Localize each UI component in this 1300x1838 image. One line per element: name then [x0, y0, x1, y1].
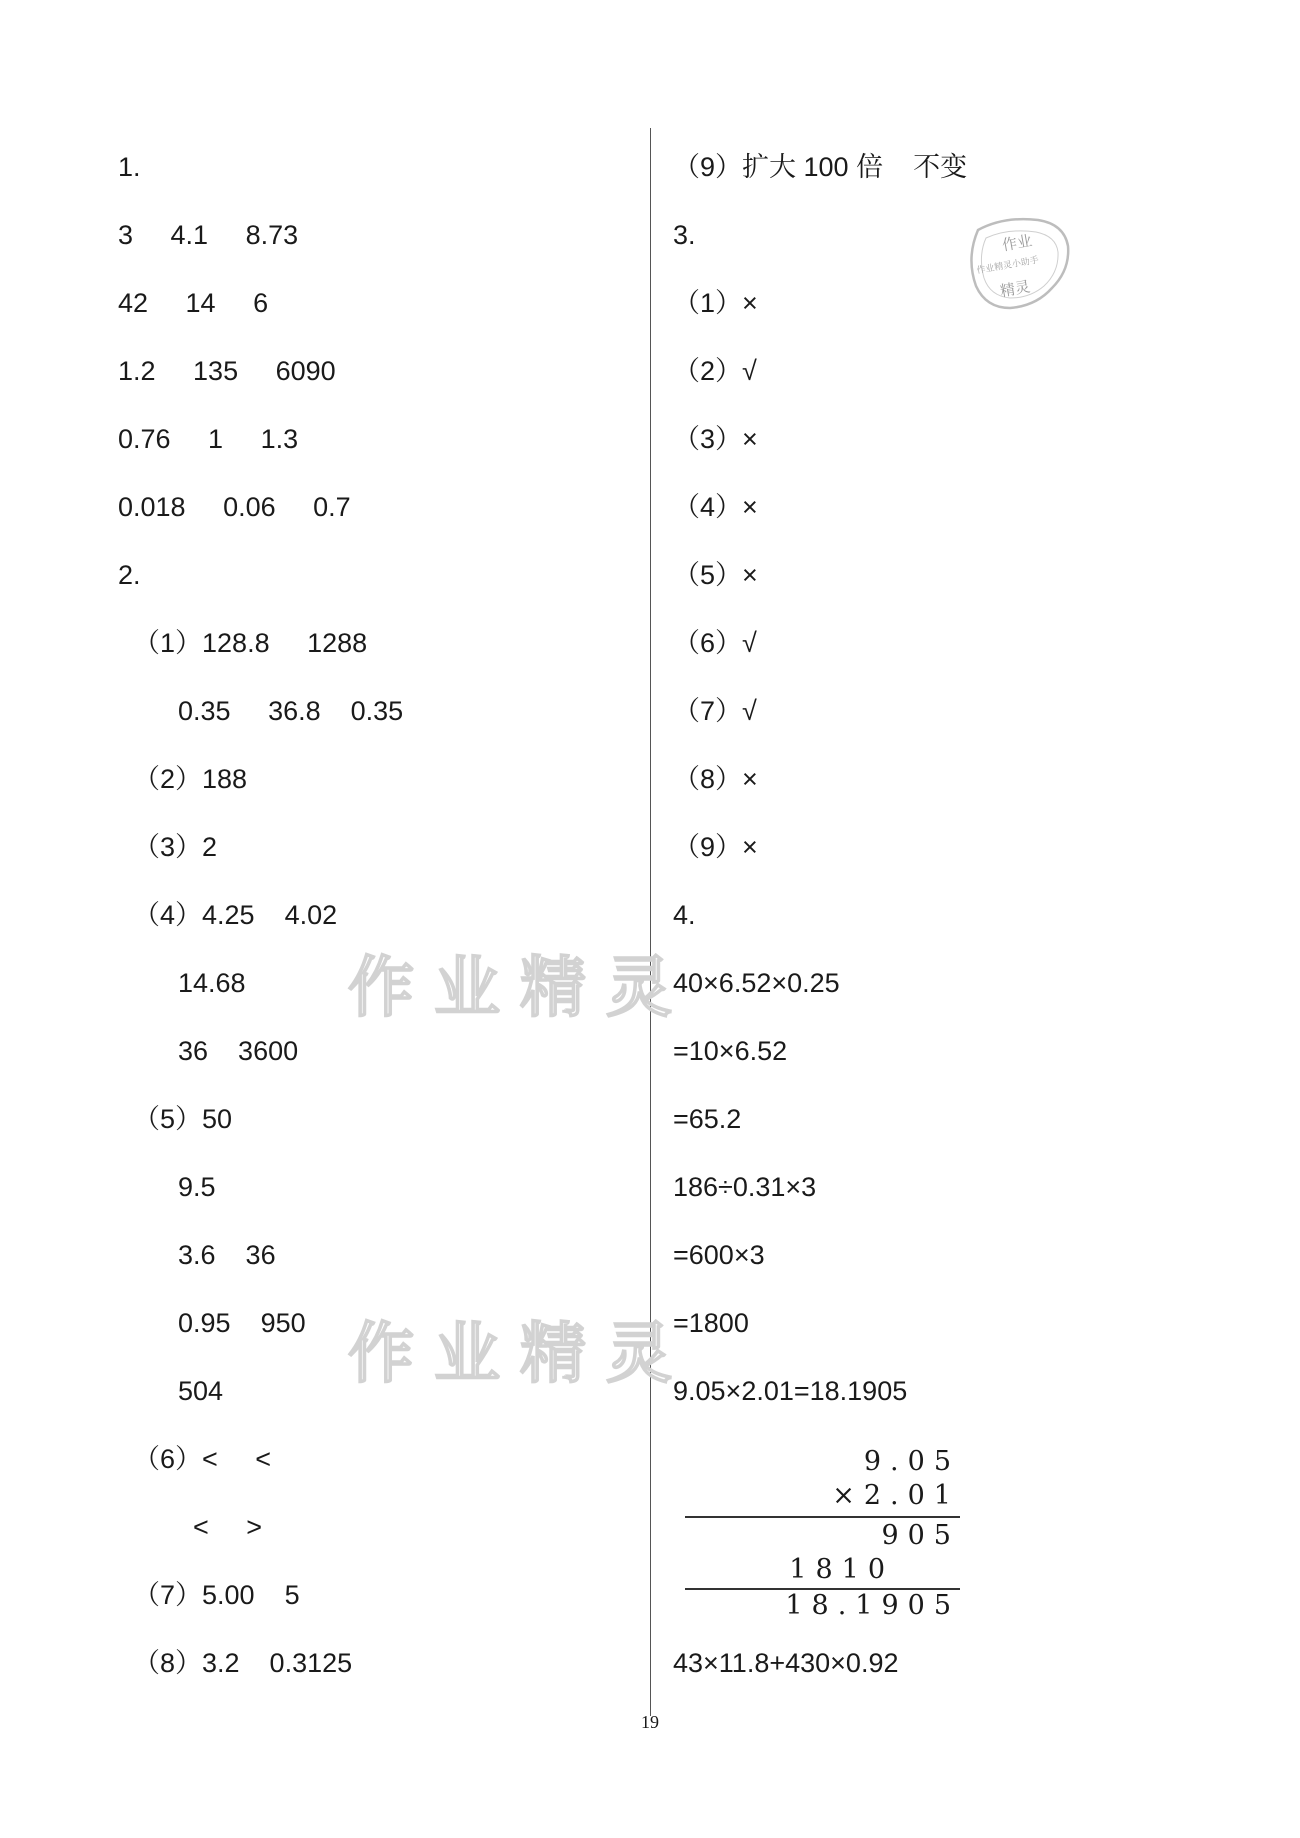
watermark-text: 作业精灵	[348, 949, 692, 1026]
answer-line: 3 4.1 8.73	[118, 220, 299, 250]
answer-line: 0.76 1 1.3	[118, 424, 299, 454]
answer-line: （9）扩大 100 倍 不变	[673, 152, 968, 182]
column-divider	[650, 128, 651, 1716]
answer-line: =1800	[673, 1308, 749, 1338]
vertical-multiplication	[685, 1446, 960, 1622]
answer-line: （1）×	[673, 288, 758, 318]
answer-line: 42 14 6	[118, 288, 269, 318]
calc-partial-1: 905	[881, 1520, 960, 1551]
calc-rule	[685, 1516, 960, 1518]
answer-line: 0.95 950	[118, 1308, 306, 1338]
answer-line: （3）×	[673, 424, 758, 454]
page-number: 19	[641, 1712, 659, 1732]
answer-line: 2.	[118, 560, 141, 590]
answer-line: =10×6.52	[673, 1036, 788, 1066]
calc-result: 18.1905	[785, 1590, 960, 1621]
answer-line: （4）4.25 4.02	[118, 900, 338, 930]
answer-line: 3.6 36	[118, 1240, 276, 1270]
calc-multiplier: ×2.01	[832, 1480, 960, 1511]
expression-line: 43×11.8+430×0.92	[673, 1648, 899, 1678]
answer-line: 9.05×2.01=18.1905	[673, 1376, 908, 1406]
answer-line: （7）√	[673, 696, 757, 726]
answer-line: 40×6.52×0.25	[673, 968, 840, 998]
answer-line: （5）×	[673, 560, 758, 590]
answer-line: =600×3	[673, 1240, 765, 1270]
answer-line: （5）50	[118, 1104, 233, 1134]
answer-line: 0.35 36.8 0.35	[118, 696, 404, 726]
calc-partial-2: 1810	[789, 1554, 894, 1585]
stamp-text-middle: 作业精灵小助手	[975, 255, 1040, 277]
answer-line: （8）3.2 0.3125	[118, 1648, 353, 1678]
stamp-text-bottom: 精灵	[998, 277, 1032, 301]
answer-line: 1.	[118, 152, 141, 182]
answer-line: （1）128.8 1288	[118, 628, 368, 658]
stamp-text-top: 作业	[1000, 231, 1034, 255]
answer-line: 1.2 135 6090	[118, 356, 336, 386]
answer-line: （9）×	[673, 832, 758, 862]
answer-line: （4）×	[673, 492, 758, 522]
answer-line: 504	[118, 1376, 224, 1406]
answer-line: （8）×	[673, 764, 758, 794]
answer-line: （6）√	[673, 628, 757, 658]
answer-line: 4.	[673, 900, 696, 930]
answer-line: （7）5.00 5	[118, 1580, 300, 1610]
calc-multiplicand: 9.05	[863, 1446, 960, 1477]
answer-line: 9.5	[118, 1172, 216, 1202]
answer-line: =65.2	[673, 1104, 742, 1134]
watermark-text: 作业精灵	[348, 1315, 692, 1392]
answer-line: （3）2	[118, 832, 218, 862]
answer-line: 36 3600	[118, 1036, 299, 1066]
answer-line: < >	[118, 1512, 263, 1542]
answer-line: （2）√	[673, 356, 757, 386]
answer-line: 3.	[673, 220, 696, 250]
answer-line: 186÷0.31×3	[673, 1172, 817, 1202]
answer-line: （6）< <	[118, 1444, 272, 1474]
answer-line: （2）188	[118, 764, 248, 794]
answer-line: 14.68	[118, 968, 246, 998]
answer-line: 0.018 0.06 0.7	[118, 492, 351, 522]
